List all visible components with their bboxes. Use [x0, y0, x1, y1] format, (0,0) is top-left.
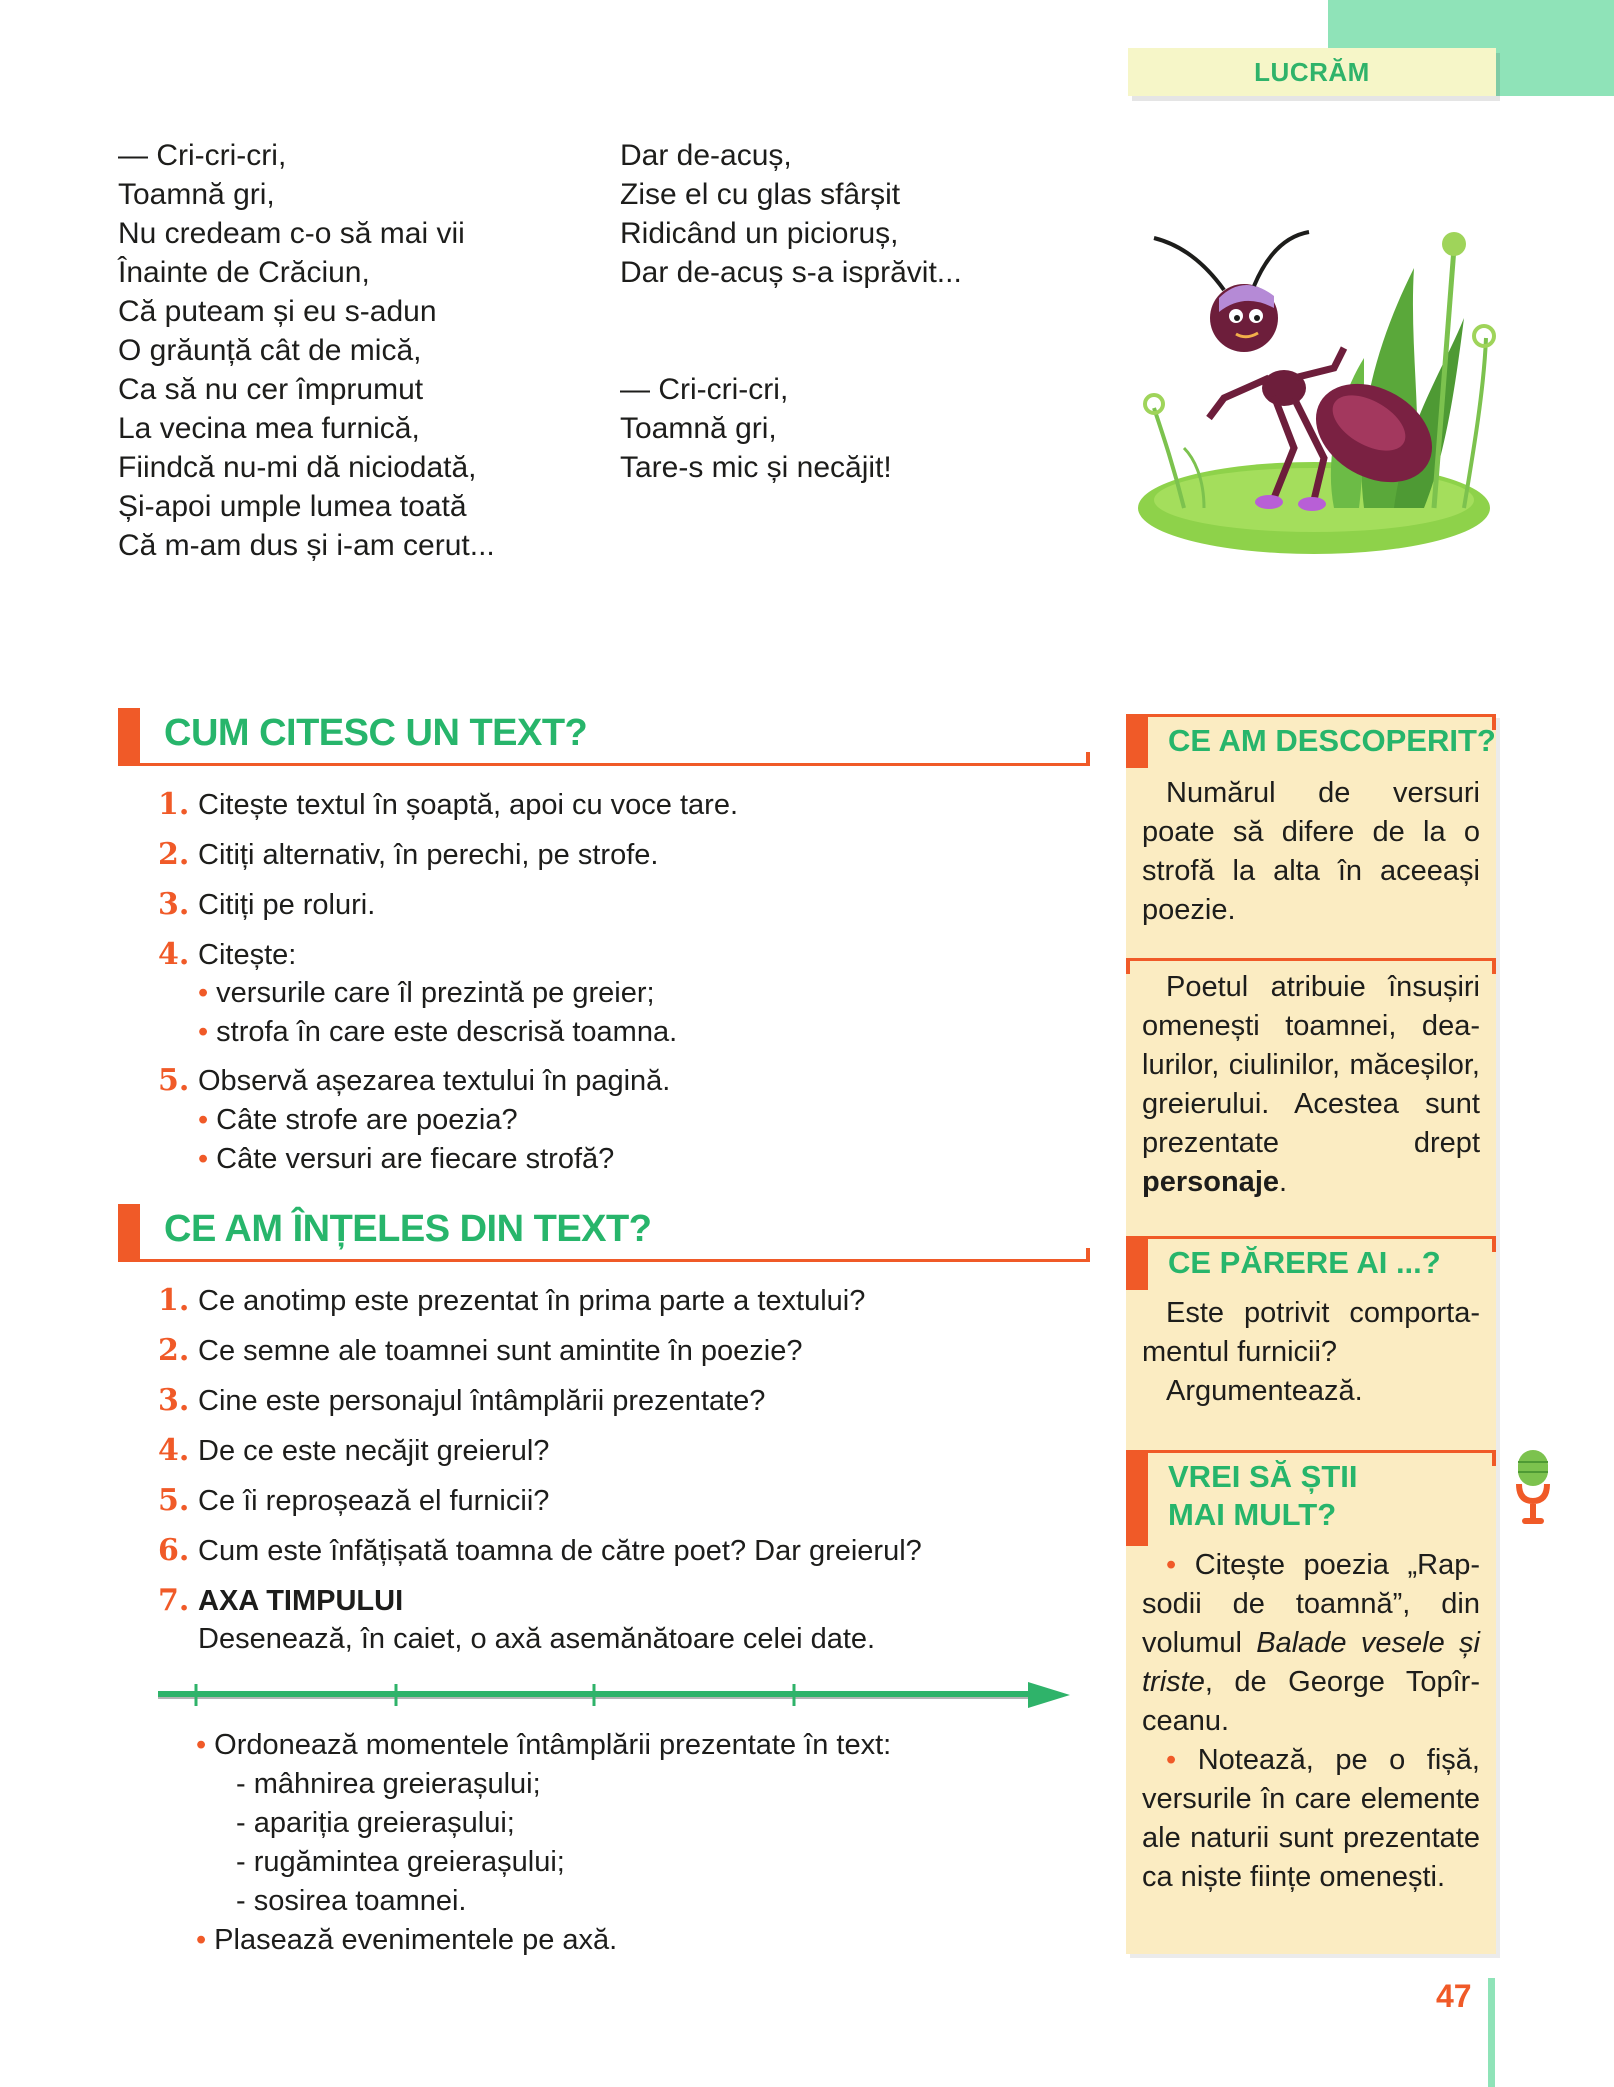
sidebar-title: CE AM DESCOPERIT? — [1168, 723, 1496, 758]
poem-line: Înainte de Crăciun, — [118, 256, 370, 289]
poem-left-column — [118, 136, 495, 565]
bullet-item: • Ordonează momentele întâmplării prezentate în text: — [196, 1729, 892, 1761]
sidebar-paragraph: • Citește poezia „Rapsodii de toamnă”, din volumul Balade vesele și triste, de George Topîrceanu. • Notează, pe o fișă, versurile în care elemente ale naturii sunt prezentate ca niște ființe omenești. — [1142, 1549, 1480, 1893]
poem-line: — Cri-cri-cri, — [118, 139, 287, 172]
section-header-comprehension — [118, 1204, 1090, 1262]
sidebar-title: VREI SĂ ȘTII MAI MULT? — [1168, 1459, 1358, 1532]
poem-line: O grăunță cât de mică, — [118, 334, 422, 367]
moment-item: - apariția greierașului; — [236, 1807, 515, 1839]
bullet-item: • versurile care îl prezintă pe greier; — [198, 977, 655, 1009]
sidebar-header-opinion — [1126, 1236, 1496, 1290]
section-tag: LUCRĂM — [1128, 48, 1496, 96]
poem-right-column-2 — [620, 370, 892, 487]
question-item: 5. Ce îi reproșează el furnicii? — [158, 1483, 550, 1518]
moment-item: - sosirea toamnei. — [236, 1885, 467, 1917]
question-item: 2. Ce semne ale toamnei sunt amintite în poezie? — [158, 1333, 803, 1368]
page-number-bar — [1488, 1978, 1495, 2087]
poem-line: Tare-s mic și necăjit! — [620, 451, 892, 484]
moment-item: - rugămintea greierașului; — [236, 1846, 565, 1878]
bullet-item: • strofa în care este descrisă toamna. — [198, 1016, 678, 1048]
poem-line: Toamnă gri, — [118, 178, 275, 211]
question-item: 3. Citiți pe roluri. — [158, 887, 376, 922]
poem-right-column-1 — [620, 136, 962, 292]
poem-line: Ca să nu cer împrumut — [118, 373, 424, 406]
question-item: 6. Cum este înfățișată toamna de către poet? Dar greierul? — [158, 1533, 922, 1568]
question-item: 1. Citește textul în șoaptă, apoi cu voce tare. — [158, 787, 739, 822]
question-item: 4. De ce este necăjit greierul? — [158, 1433, 550, 1468]
poem-line: Zise el cu glas sfârșit — [620, 178, 901, 211]
poem-line: Și-apoi umple lumea toată — [118, 490, 467, 523]
sidebar-header-discovered — [1126, 714, 1496, 768]
sidebar-paragraph: Poetul atribuie însușiri omenești toamnei, dealurilor, ciulinilor, măceșilor, greierului. Acestea sunt prezentate drept personaje. — [1142, 971, 1480, 1198]
poem-line: — Cri-cri-cri, — [620, 373, 789, 406]
sidebar-title: CE PĂRERE AI ...? — [1168, 1245, 1441, 1280]
poem-line: Toamnă gri, — [620, 412, 777, 445]
section-title: CE AM ÎNȚELES DIN TEXT? — [164, 1208, 652, 1250]
question-item-timeline: 7. AXA TIMPULUI — [158, 1583, 404, 1618]
ant-illustration — [1124, 208, 1498, 558]
sidebar-paragraph: Este potrivit comportamentul furnicii? Argumentează. — [1142, 1297, 1480, 1407]
poem-line: Nu credeam c-o să mai vii — [118, 217, 465, 250]
poem-line: Fiindcă nu-mi dă niciodată, — [118, 451, 477, 484]
poem-line: Dar de-acuș, — [620, 139, 792, 172]
poem-line: Ridicând un picioruș, — [620, 217, 899, 250]
poem-line: Dar de-acuș s-a isprăvit... — [620, 256, 962, 289]
question-item: 5. Observă așezarea textului în pagină. — [158, 1063, 671, 1098]
sidebar-header-learn-more — [1126, 1450, 1496, 1546]
section-header-reading — [118, 708, 1090, 766]
microphone-icon — [1510, 1448, 1556, 1528]
poem-line: La vecina mea furnică, — [118, 412, 420, 445]
bullet-item: • Câte strofe are poezia? — [198, 1104, 518, 1136]
poem-line: Că m-am dus și i-am cerut... — [118, 529, 495, 562]
question-item: 2. Citiți alternativ, în perechi, pe strofe. — [158, 837, 659, 872]
timeline-axis — [156, 1680, 1076, 1710]
section-title: CUM CITESC UN TEXT? — [164, 712, 588, 754]
sidebar-paragraph: Numărul de versuri poate să difere de la o strofă la alta în aceeași poezie. — [1142, 777, 1480, 926]
bullet-item: • Câte versuri are fiecare strofă? — [198, 1143, 615, 1175]
question-item: 3. Cine este personajul întâmplării prezentate? — [158, 1383, 766, 1418]
poem-line: Că puteam și eu s-adun — [118, 295, 437, 328]
timeline-instruction: Desenează, în caiet, o axă asemănătoare celei date. — [198, 1623, 876, 1655]
question-item: 4. Citește: — [158, 937, 297, 972]
page-number: 47 — [1436, 1978, 1472, 2014]
moment-item: - mâhnirea greierașului; — [236, 1768, 541, 1800]
bullet-item: • Plasează evenimentele pe axă. — [196, 1924, 618, 1956]
question-item: 1. Ce anotimp este prezentat în prima parte a textului? — [158, 1283, 866, 1318]
